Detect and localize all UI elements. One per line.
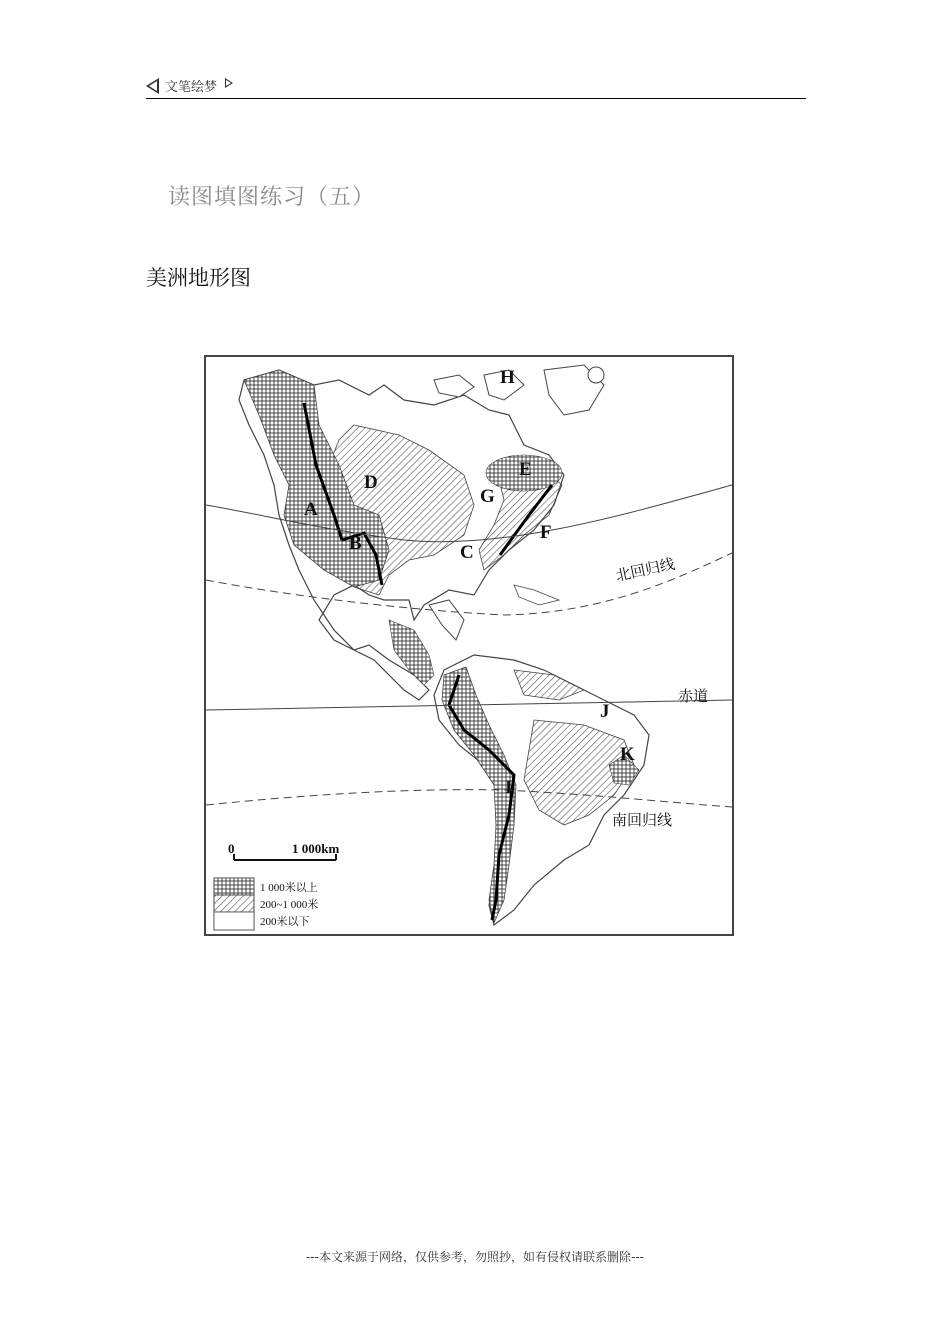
- legend: [214, 878, 318, 930]
- page-header: [146, 72, 806, 99]
- americas-terrain-map: [204, 355, 734, 936]
- footer-note: ---本文来源于网络，仅供参考，勿照抄，如有侵权请联系删除---: [306, 1250, 644, 1264]
- brand-name: 文笔绘梦: [165, 80, 218, 95]
- legend-swatch-high: [214, 878, 254, 895]
- label-c: C: [460, 542, 474, 563]
- page-title: 读图填图练习（五）: [168, 185, 376, 210]
- legend-label-high: 1 000米以上: [260, 882, 318, 894]
- south-tropic-label: 南回归线: [612, 811, 673, 829]
- legend-label-mid: 200~1 000米: [260, 899, 319, 911]
- legend-label-low: 200米以下: [260, 916, 310, 928]
- map-subtitle: 美洲地形图: [146, 266, 251, 290]
- right-triangle-icon: [225, 78, 233, 88]
- label-f: F: [540, 522, 552, 543]
- label-i: I: [505, 777, 513, 798]
- label-k: K: [620, 744, 635, 765]
- legend-swatch-low: [214, 912, 254, 930]
- scale-distance: 1 000km: [292, 841, 340, 856]
- label-b: B: [349, 533, 362, 554]
- label-d: D: [364, 472, 378, 493]
- label-e: E: [519, 459, 532, 480]
- label-h: H: [500, 367, 515, 388]
- equator-label: 赤道: [678, 687, 709, 705]
- map-svg: [204, 355, 734, 936]
- label-g: G: [480, 486, 495, 507]
- legend-swatch-mid: [214, 895, 254, 912]
- scale-zero: 0: [228, 841, 235, 856]
- header-brand-group: [146, 76, 233, 95]
- greenland-ice-mark: [588, 367, 604, 383]
- label-j: J: [600, 701, 610, 722]
- label-a: A: [304, 499, 318, 520]
- north-tropic-label: 北回归线: [614, 554, 677, 585]
- left-triangle-icon: [146, 78, 159, 94]
